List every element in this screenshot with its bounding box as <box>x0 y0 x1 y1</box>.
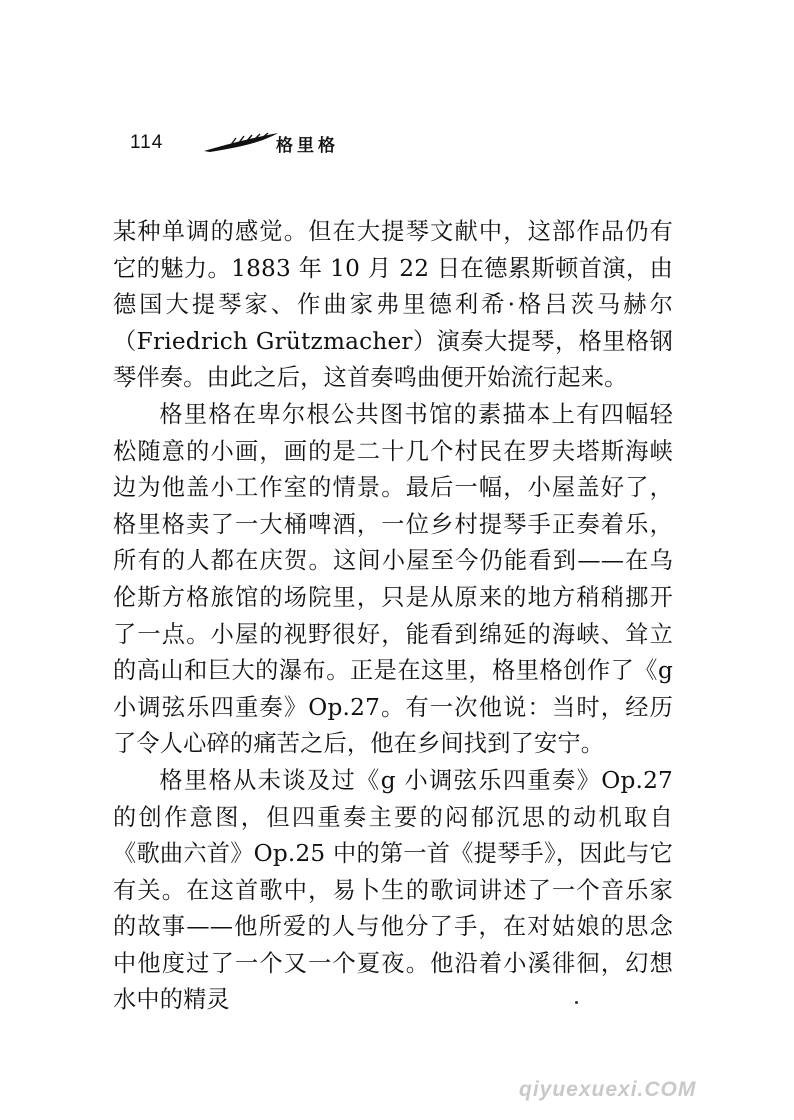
paragraph: 格里格在卑尔根公共图书馆的素描本上有四幅轻松随意的小画，画的是二十几个村民在罗夫塔斯海峡边为他盖小工作室的情景。最后一幅，小屋盖好了，格里格卖了一大桶啤酒，一位乡村提琴手正奏着乐，所有的人都在庆贺。这间小屋至今仍能看到——在乌伦斯方格旅馆的场院里，只是从原来的地方稍稍挪开了一点。小屋的视野很好，能看到绵延的海峡、耸立的高山和巨大的瀑布。正是在这里，格里格创作了《g 小调弦乐四重奏》Op.27。有一次他说：当时，经历了令人心碎的痛苦之后，他在乡间找到了安宁。 <box>113 400 673 758</box>
quill-icon <box>202 130 282 154</box>
site-watermark: qiyuexuexi.COM <box>519 1078 697 1101</box>
running-title: 格里格 <box>276 136 339 156</box>
paragraph-continued: 某种单调的感觉。但在大提琴文献中，这部作品仍有它的魅力。1883 年 10 月 22 日在德累斯顿首演，由德国大提琴家、作曲家弗里德利希·格吕茨马赫尔（Friedrich Grützmacher）演奏大提琴，格里格钢琴伴奏。由此之后，这首奏鸣曲便开始流行起来。 <box>113 218 673 392</box>
body-text <box>113 214 673 1019</box>
paragraph: 格里格从未谈及过《g 小调弦乐四重奏》Op.27 的创作意图，但四重奏主要的闷郁沉思的动机取自《歌曲六首》Op.25 中的第一首《提琴手》，因此与它有关。在这首歌中，易卜生的歌词讲述了一个音乐家的故事——他所爱的人与他分了手，在对姑娘的思念中他度过了一个又一个夏夜。他沿着小溪徘徊，幻想水中的精灵 <box>113 766 673 1014</box>
page-number: 114 <box>130 132 164 153</box>
scan-speck <box>575 1001 578 1004</box>
page-header <box>130 128 530 158</box>
